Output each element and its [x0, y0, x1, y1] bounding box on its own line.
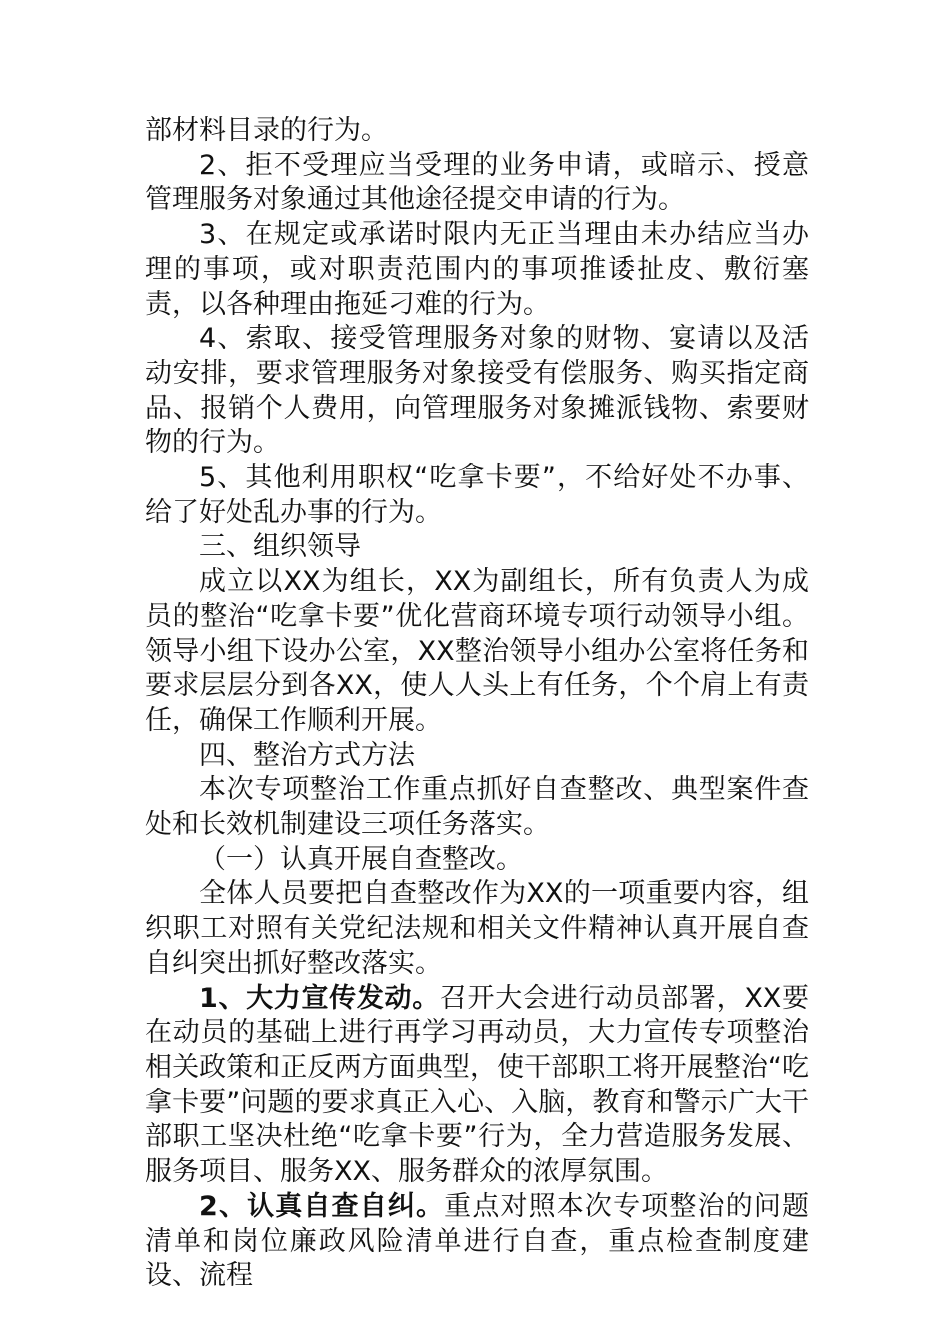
paragraph [145, 149, 809, 218]
paragraph [145, 773, 809, 842]
paragraph-text: 5、其他利用职权“吃拿卡要”，不给好处不办事、给了好处乱办事的行为。 [145, 462, 809, 528]
paragraph-lead: 1、大力宣传发动。 [199, 982, 440, 1014]
paragraph [145, 877, 809, 981]
subsection-heading-text: （一）认真开展自查整改。 [199, 843, 523, 875]
paragraph-text: 重点对照本次专项整治的问题清单和岗位廉政风险清单进行自查，重点检查制度建设、流程 [145, 1190, 810, 1292]
section-heading-text: 三、组织领导 [199, 531, 361, 563]
paragraph-text: 成立以XX为组长，XX为副组长，所有负责人为成员的整治“吃拿卡要”优化营商环境专项行动领导小组。领导小组下设办公室，XX整治领导小组办公室将任务和要求层层分到各XX，使人人头上有任务，个个肩上有责任，确保工作顺利开展。 [145, 566, 809, 736]
paragraph-text: 召开大会进行动员部署，XX要在动员的基础上进行再学习再动员，大力宣传专项整治相关政策和正反两方面典型，使干部职工将开展整治“吃拿卡要”问题的要求真正入心、入脑，教育和警示广大干部职工坚决杜绝“吃拿卡要”行为，全力营造服务发展、服务项目、服务XX、服务群众的浓厚氛围。 [145, 982, 809, 1188]
section-heading [145, 530, 809, 565]
paragraph [145, 982, 809, 1190]
paragraph-text: 3、在规定或承诺时限内无正当理由未办结应当办理的事项，或对职责范围内的事项推诿扯皮、敷衍塞责，以各种理由拖延刁难的行为。 [145, 219, 809, 320]
paragraph-text: 本次专项整治工作重点抓好自查整改、典型案件查处和长效机制建设三项任务落实。 [145, 774, 809, 841]
paragraph [145, 565, 809, 739]
paragraph [145, 114, 809, 149]
paragraph-text: 部材料目录的行为。 [145, 115, 388, 146]
section-heading-text: 四、整治方式方法 [199, 739, 415, 771]
subsection-heading [145, 843, 809, 878]
paragraph-text: 全体人员要把自查整改作为XX的一项重要内容，组织职工对照有关党纪法规和相关文件精神认真开展自查自纠突出抓好整改落实。 [145, 878, 809, 979]
paragraph [145, 322, 809, 461]
paragraph [145, 218, 809, 322]
paragraph [145, 1190, 809, 1294]
document-page [145, 114, 809, 1294]
paragraph-text: 4、索取、接受管理服务对象的财物、宴请以及活动安排，要求管理服务对象接受有偿服务、购买指定商品、报销个人费用，向管理服务对象摊派钱物、索要财物的行为。 [145, 323, 809, 459]
section-heading [145, 739, 809, 774]
paragraph [145, 461, 809, 530]
paragraph-text: 2、拒不受理应当受理的业务申请，或暗示、授意管理服务对象通过其他途径提交申请的行为。 [145, 149, 809, 216]
paragraph-lead: 2、认真自查自纠。 [199, 1190, 445, 1222]
